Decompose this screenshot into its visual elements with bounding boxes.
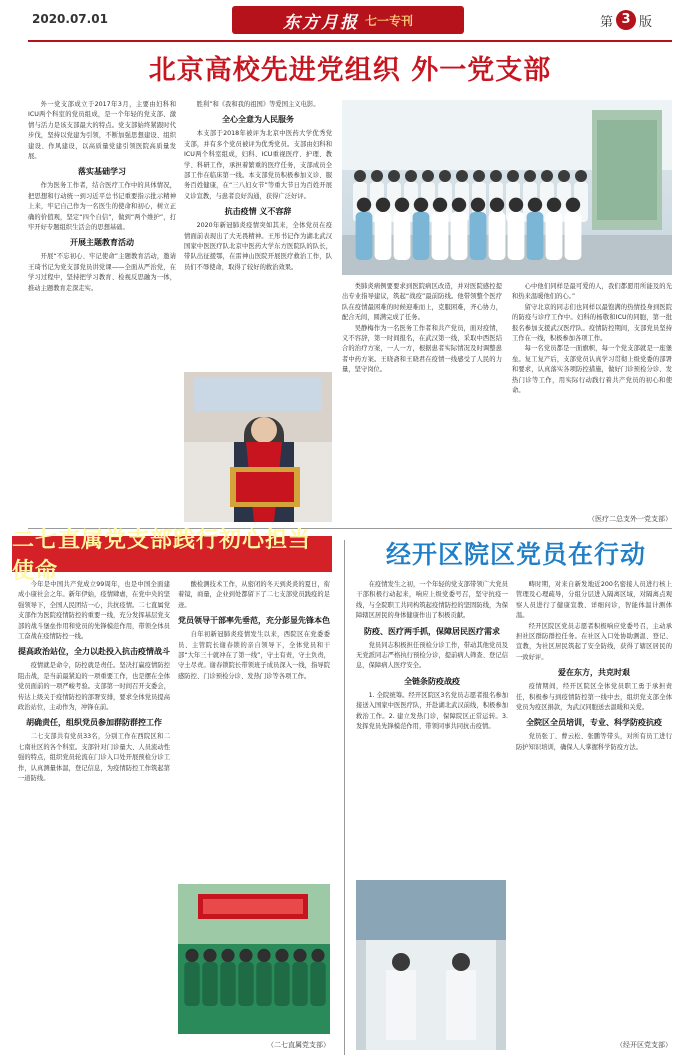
subheading: 落实基础学习 — [78, 167, 126, 177]
right-section-column-2 — [516, 580, 672, 1040]
staff-photo-image — [356, 880, 506, 1050]
staff-photo — [356, 880, 506, 1050]
award-photo-image — [184, 372, 332, 522]
subheading: 全院区全员培训，专业、科学防疫抗疫 — [526, 718, 662, 728]
paragraph: 开展“不忘初心、牢记使命”主题教育活动，邀请王琦书记为党支部党员讲党课——全面从严治党，在学习过程中，坚持把学习教育、检视反思融为一体，推动主题教育走深走实。 — [28, 253, 176, 292]
left-section-column-1 — [18, 580, 170, 1055]
paragraph: 胜利”和《我和我的祖国》等爱国主义电影。 — [196, 101, 320, 108]
group-photo — [342, 100, 672, 275]
left-section-credit: （二七直属党支部） — [267, 1041, 330, 1049]
subheading: 全链条防疫战疫 — [404, 676, 460, 686]
top-article-column-3 — [342, 282, 502, 530]
subheading: 开展主题教育活动 — [70, 238, 134, 248]
paragraph: 二七支部共有党员33名，分别工作在西院区和二七南社区的各个科室。支部针对门诊量大、人员流动性强的特点，组织党员轮流在门诊入口处开展预检分诊工作，认真测量体温，登记信息，为疫情防控工作筑起第一道防线。 — [18, 733, 170, 783]
subheading: 全心全意为人民服务 — [222, 115, 294, 125]
subheading: 爱在东方，共克时艰 — [558, 668, 630, 678]
subheading: 抗击疫情 义不容辞 — [224, 207, 292, 217]
subheading: 胡确责任，组织党员参加群防群控工作 — [26, 718, 162, 728]
paragraph: 经开区院区党员志愿者积极响应党委号召，主动承担社区群防群控任务。在社区入口处协助测温、登记、宣教，为社区居民筑起了安全防线，获得了辖区居民的一致好评。 — [516, 622, 672, 661]
paragraph: 2020年新冠肺炎疫情突如其来，全体党员在疫情面前表现出了大无畏精神。王彤书记作为湖北武汉国家中医医疗队北京中医药大学东方医院队的队长，带队出征援鄂，在雷神山医院开展医疗救治工作，队员们不辱使命，取得了较好的救治效果。 — [184, 222, 332, 271]
paragraph: 今年是中国共产党成立99周年，也是中国全面建成小康社会之年。新年伊始，疫情肆虐，在党中央的坚强领导下，全国人民团结一心，共抗疫情。二七直属党支部作为医院疫情防控的重要一线，充分发挥基层党支部的战斗堡垒作用和党员的先锋模范作用，带领全体员工奋战在疫情防控一线。 — [18, 581, 170, 641]
group-photo-image — [342, 100, 672, 275]
subheading: 提高政治站位，全力以赴投入抗击疫情战斗 — [18, 647, 170, 657]
page-headline: 北京高校先进党组织 外一党支部 — [148, 55, 552, 86]
paragraph: 留守北京的同志们也同样以最饱满的热情投身到医院的防疫与诊疗工作中。妇科的杨敬和ICU的同胞，第一批报名参加支援武汉医疗队。疫情防控期间，支部党员坚持工作在一线，积极参加各项工作。 — [512, 303, 672, 343]
subheading: 防疫、医疗两手抓，保障居民医疗需求 — [364, 626, 500, 636]
top-article-column-1 — [28, 100, 176, 530]
page-number: 第 3 版 — [600, 12, 653, 30]
section-title-right: 经开区院区党员在行动 — [385, 540, 646, 569]
paragraph: 作为医务工作者，结合医疗工作中的具体情况，把思想和行动统一到习近平总书记重要指示批示精神上来，牢记自己作为一名医生的使命和初心，树立正确的价值观，坚定“四个自信”，做到“两个维护”，打牢开好专题组织生活会的思想基础。 — [28, 182, 176, 232]
paragraph: 党员张丁、曹云松、张鹏等带头，对所有员工进行防护知识培训，确保人人掌握科学防疫方法。 — [516, 733, 672, 751]
volunteers-photo-image — [178, 884, 330, 1034]
paragraph: 心中他们同样是最可爱的人，我们都愿用所能及的光和热来温暖他们的心。” — [512, 283, 672, 301]
brand-name: 东方月报 — [282, 12, 359, 33]
volunteers-photo — [178, 884, 330, 1034]
paragraph: 每一名党员都是一面旗帜，每一个党支部就是一座堡垒。复工复产后，支部党员认真学习贯彻上级党委的部署和要求，认真落实各项防控措施，做好门诊预检分诊、发热门诊等工作，用实际行动践行着共产党员的初心和使命。 — [512, 345, 672, 395]
subheading: 党员领导干部率先垂范，充分彭显先锋本色 — [178, 616, 330, 626]
right-section-credit: （经开区党支部） — [616, 1041, 672, 1049]
award-photo — [184, 372, 332, 522]
masthead — [0, 0, 700, 40]
top-article-column-4 — [512, 282, 672, 512]
top-article-credit: （医疗二总支外一党支部） — [588, 515, 672, 523]
paragraph: 疫情期间，经开区院区全体党员职工勇于承担责任，积极参与到疫情防控第一线中去，组织党支部全体党员为疫区捐款，为武汉同胞送去温暖和关爱。 — [516, 683, 672, 712]
column-divider — [344, 540, 345, 1055]
section-title-left: 二七直属党支部践行初心担当使命 — [12, 536, 332, 572]
paragraph: 吴静梅作为一名医务工作者和共产党员，面对疫情，义不容辞，第一时间报名，在武汉第一线，采取中西医结合的治疗方案，一人一方，根据患者实际情况及时调整患者中药方案。王晓斋和王晓君在疫情一线感受了人民的力量，坚守岗位。 — [342, 324, 502, 374]
paragraph: 疫情就是命令，防控就是责任。坚决打赢疫情防控阻击战，是当前最紧迫的一项重要工作，也是摆在全体党员面前的一项严峻考验。支部第一时间召开支委会，传达上级关于疫情防控的部署安排，要求全体党员提高政治站位，主动作为，冲锋在前。 — [18, 662, 170, 712]
masthead-rule — [28, 40, 672, 42]
masthead-banner — [232, 6, 464, 34]
page-number-badge: 3 — [616, 10, 636, 30]
paragraph: 自年初新冠肺炎疫情发生以来，西院区在党委委员、主管院长谢春锁的亲自领导下，全体党员和干部“大年三十就冲在了第一线”，守土有责，守土负责，守土尽责。谢春锁院长带领班子成员深入一线，指导院感防控、门诊预检分诊、发热门诊等各项工作。 — [178, 631, 330, 680]
paragraph: 党员同志积极担任预检分诊工作，带动其他党员及无党派同志严格执行预检分诊，提前病人筛查、登记信息，保障病人医疗安全。 — [356, 641, 508, 670]
left-section-column-2 — [178, 580, 330, 880]
paragraph: 酸检测技术工作，从密闭的冬天到炎炎的夏日，衔着镜，商量，企业到处都留下了二七支部党员践疫的足迹。 — [178, 581, 330, 609]
paragraph: 1. 全院统筹。经开区院区3名党员志愿者报名参加接送入国家中医医疗队，开赴湖北武汉前线，积极参加救治工作。2. 建立发热门诊，保障院区正常运转。3. 发挥党员先锋模范作用，带领同事共同抗击疫情。 — [356, 691, 508, 731]
paragraph: 畴时期，对来自新发地近200名密接人员进行核上管理及心理疏导，分组分层进入隔离区域，对隔离点观察人员进行了健康宣教、详细问诊，智能体温计测体温。 — [516, 581, 672, 620]
paragraph: 在疫情发生之初，一个年轻的党支部带领广大党员干部积极行动起来，响应上级党委号召，坚守抗疫一线，与全院职工共同构筑起疫情防控的坚固防线，为保障辖区居民的身体健康作出了积极贡献。 — [356, 581, 508, 620]
issue-date: 2020.07.01 — [32, 12, 108, 26]
paragraph: 外一党支部成立于2017年3月，主要由妇科和ICU两个科室的党员组成，是一个年轻的党支部、激情与活力是该支部最大的特点。党支部始终紧跟时代步伐，坚持以党建为引领，不断加强思想建设、组织建设、作风建设，以高质量党建引领医院高质量发展。 — [28, 101, 176, 161]
edition-label: 七一专刊 — [364, 13, 413, 28]
paragraph: 本支部于2018年被评为北京中医药大学优秀党支部，并有多个党员被评为优秀党员。支部由妇科和ICU两个科室组成，妇科、ICU重视医疗、护理、教学、科研工作，承担着繁重的医疗任务，支部成员全部工作在临床第一线。本支部党员积极参加义诊、服务百姓健康，在“三八妇女节”等重大节日为百姓开展义诊宣教，与患者良好沟通，获得广泛好评。 — [184, 130, 332, 200]
paragraph: 类肺炎病例要要求到医院病区改造，并对医院感控提出专业指导建议，筑起“战疫”最前防线。他带领整个医疗队在疫情最困难的时候迎难而上，克服困难，齐心协力，配合无间，圆满完成了任务。 — [342, 283, 502, 322]
